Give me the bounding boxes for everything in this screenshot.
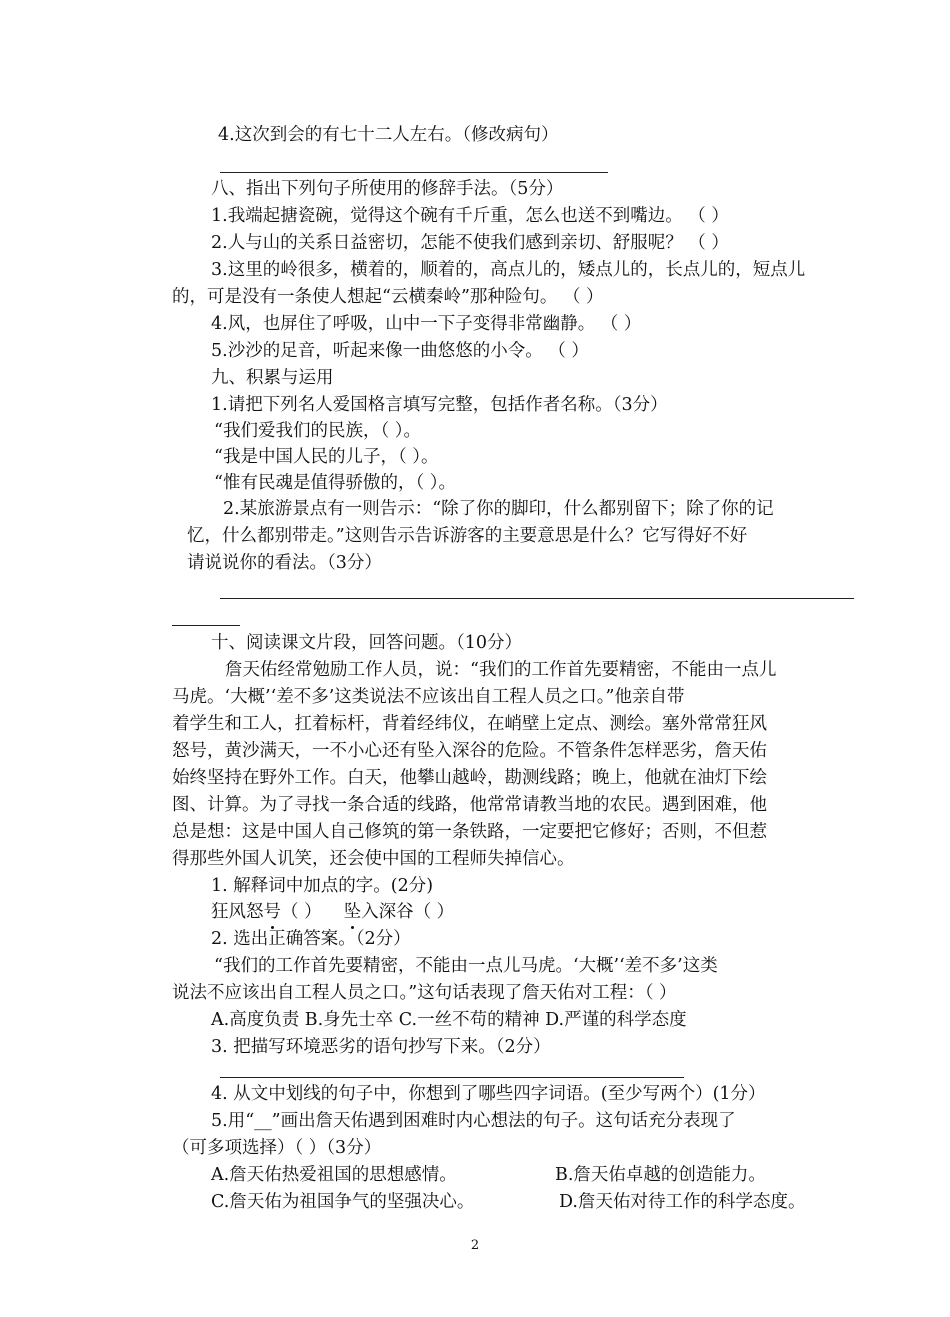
s9-question-2-line-1: 2.某旅游景点有一则告示：“除了你的脚印，什么都别留下；除了你的记 bbox=[223, 499, 774, 519]
word-suffix: 入深谷（ ） bbox=[361, 902, 455, 922]
section-8-title: 八、指出下列句子所使用的修辞手法。（5分） bbox=[211, 179, 564, 199]
s8-question-3-line-1: 3.这里的岭很多，横着的，顺着的，高点儿的，矮点儿的，长点儿的，短点儿 bbox=[211, 260, 806, 280]
option-a: A.詹天佑热爱祖国的思想感情。 bbox=[211, 1165, 457, 1185]
s10-question-1-items bbox=[211, 901, 454, 923]
s8-question-4: 4.风，也屏住了呼吸，山中一下子变得非常幽静。 （ ） bbox=[211, 314, 642, 334]
passage-line-2: 马虎。‘大概’‘差不多’这类说法不应该出自工程人员之口。”他亲自带 bbox=[172, 687, 685, 707]
page-number: 2 bbox=[470, 1238, 480, 1253]
s10-question-2-line-1: “我们的工作首先要精密，不能由一点儿马虎。‘大概’‘差不多’这类 bbox=[214, 956, 718, 976]
passage-line-4: 怒号，黄沙满天，一不小心还有坠入深谷的危险。不管条件怎样恶劣，詹天佑 bbox=[172, 741, 767, 761]
s8-question-2: 2.人与山的关系日益密切，怎能不使我们感到亲切、舒服呢？ （ ） bbox=[211, 233, 729, 253]
answer-line bbox=[220, 598, 854, 599]
passage-line-6: 图、计算。为了寻找一条合适的线路，他常常请教当地的农民。遇到困难，他 bbox=[172, 795, 767, 815]
option-c: C.詹天佑为祖国争气的坚强决心。 bbox=[211, 1192, 475, 1212]
s10-question-2-line-2: 说法不应该出自工程人员之口。”这句话表现了詹天佑对工程：（ ） bbox=[172, 983, 677, 1003]
passage-line-3: 着学生和工人，扛着标杆，背着经纬仪，在峭壁上定点、测绘。塞外常常狂风 bbox=[172, 714, 767, 734]
answer-paren: （ ） bbox=[281, 902, 322, 922]
s9-question-1: 1.请把下列名人爱国格言填写完整，包括作者名称。（3分） bbox=[211, 395, 668, 415]
answer-line bbox=[220, 1077, 684, 1078]
option-d: D.詹天佑对待工作的科学态度。 bbox=[559, 1192, 806, 1212]
answer-line bbox=[172, 625, 240, 626]
section-9-title: 九、积累与运用 bbox=[211, 368, 334, 388]
word-prefix: 狂风怒 bbox=[211, 902, 264, 922]
s8-question-3-line-2: 的，可是没有一条使人想起“云横秦岭”那种险句。 （ ） bbox=[172, 287, 604, 307]
s9-quote-3: “惟有民魂是值得骄傲的，（ ）。 bbox=[214, 473, 457, 493]
s9-quote-2: “我是中国人民的儿子，（ ）。 bbox=[214, 447, 439, 467]
answer-line bbox=[220, 172, 608, 173]
s10-question-5-line-2: （可多项选择）（ ）（3分） bbox=[172, 1138, 382, 1158]
s10-question-5-line-1: 5.用“__”画出詹天佑遇到困难时内心想法的句子。这句话充分表现了 bbox=[211, 1111, 736, 1131]
option-b: B.詹天佑卓越的创造能力。 bbox=[555, 1165, 766, 1185]
passage-line-1: 詹天佑经常勉励工作人员，说：“我们的工作首先要精密，不能由一点儿 bbox=[225, 660, 777, 680]
section-10-title: 十、阅读课文片段，回答问题。（10分） bbox=[211, 633, 523, 653]
s9-question-2-line-3: 请说说你的看法。（3分） bbox=[187, 553, 382, 573]
s9-quote-1: “我们爱我们的民族，（ ）。 bbox=[214, 421, 422, 441]
s10-question-4: 4. 从文中划线的句子中，你想到了哪些四字词语。(至少写两个）(1分） bbox=[211, 1084, 766, 1104]
s8-question-1: 1.我端起搪瓷碗，觉得这个碗有千斤重，怎么也送不到嘴边。 （ ） bbox=[211, 206, 729, 226]
s10-question-3: 3. 把描写环境恶劣的语句抄写下来。（2分） bbox=[211, 1037, 551, 1057]
s10-question-2-options: A.高度负责 B.身先士卒 C.一丝不苟的精神 D.严谨的科学态度 bbox=[211, 1010, 687, 1030]
s10-question-2: 2. 选出正确答案。（2分） bbox=[211, 929, 411, 949]
s9-question-2-line-2: 忆，什么都别带走。”这则告示告诉游客的主要意思是什么？它写得好不好 bbox=[187, 526, 748, 546]
dotted-char: 号 bbox=[263, 902, 281, 922]
dotted-char: 坠 bbox=[343, 902, 362, 922]
passage-line-5: 始终坚持在野外工作。白天，他攀山越岭，勘测线路；晚上，他就在油灯下绘 bbox=[172, 768, 767, 788]
passage-line-7: 总是想：这是中国人自己修筑的第一条铁路，一定要把它修好；否则，不但惹 bbox=[172, 822, 767, 842]
s10-question-1: 1. 解释词中加点的字。(2分) bbox=[211, 876, 434, 896]
prev-question-4: 4.这次到会的有七十二人左右。（修改病句） bbox=[218, 125, 559, 145]
passage-line-8: 得那些外国人讥笑，还会使中国的工程师失掉信心。 bbox=[172, 849, 575, 869]
s8-question-5: 5.沙沙的足音，听起来像一曲悠悠的小令。 （ ） bbox=[211, 341, 589, 361]
